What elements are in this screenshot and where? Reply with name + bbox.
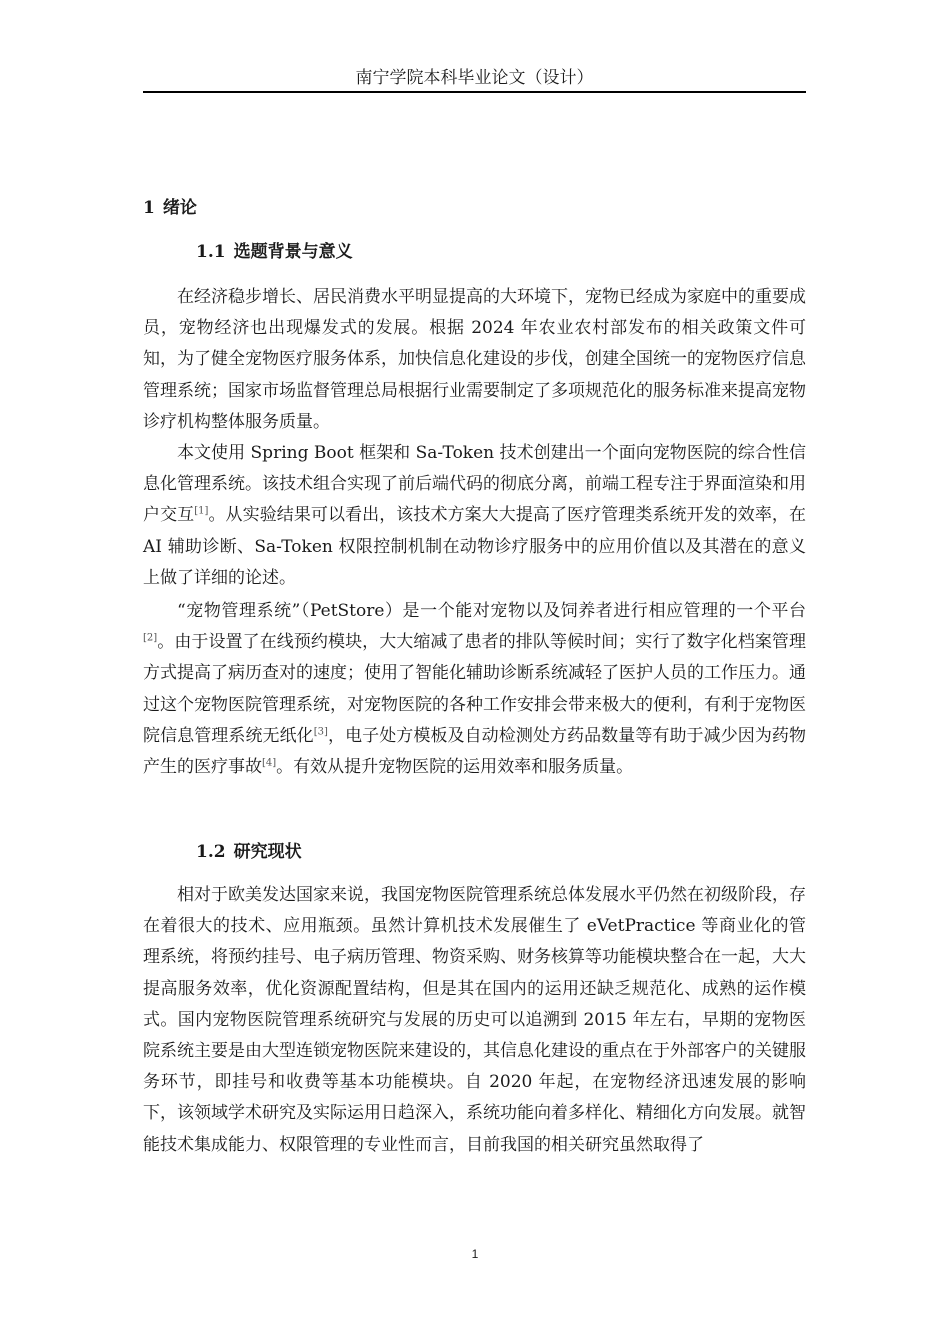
page-number: 1 [471, 1247, 479, 1261]
section-number: 1.1 [196, 242, 226, 262]
paragraph-research-status: 相对于欧美发达国家来说，我国宠物医院管理系统总体发展水平仍然在初级阶段，存在着很大的技术、应用瓶颈。虽然计算机技术发展催生了 eVetPractice 等商业化的管理系统，将预约挂号、电子病历管理、物资采购、财务核算等功能模块整合在一起，大大提高服务效率，优化资源配置结构，但是其在国内的运用还缺乏规范化、成熟的运作模式。国内宠物医院管理系统研究与发展的历史可以追溯到 2015 年左右，早期的宠物医院系统主要是由大型连锁宠物医院来建设的，其信息化建设的重点在于外部客户的关键服务环节，即挂号和收费等基本功能模块。自 2020 年起，在宠物经济迅速发展的影响下，该领域学术研究及实际运用日趋深入，系统功能向着多样化、精细化方向发展。就智能技术集成能力、权限管理的专业性而言，目前我国的相关研究虽然取得了 [143, 885, 806, 1155]
paragraph-text: 。由于设置了在线预约模块，大大缩减了患者的排队等候时间；实行了数字化档案管理方式提高了病历查对的速度；使用了智能化辅助诊断系统减轻了医护人员的工作压力。通过这个宠物医院管理系统，对宠物医院的各种工作安排会带来极大的便利，有利于宠物医院信息管理系统无纸化 [143, 632, 806, 746]
chapter-number: 1 [143, 198, 155, 218]
section-heading-1-1 [196, 240, 353, 264]
section-title: 研究现状 [233, 842, 302, 862]
section-heading-1-2 [196, 840, 302, 864]
paragraph-text: 。有效从提升宠物医院的运用效率和服务质量。 [276, 757, 634, 778]
section-number: 1.2 [196, 842, 226, 862]
citation-2[interactable]: [2] [143, 632, 158, 644]
section-title: 选题背景与意义 [233, 242, 353, 262]
chapter-heading [143, 196, 197, 220]
citation-3[interactable]: [3] [313, 726, 328, 738]
paragraph-petstore [143, 596, 806, 783]
chapter-title: 绪论 [162, 198, 197, 218]
paragraph-text: 本文使用 Spring Boot 框架和 Sa-Token 技术创建出一个面向宠物医院的综合性信息化管理系统。该技术组合实现了前后端代码的彻底分离，前端工程专注于界面渲染和用户交互 [143, 443, 806, 526]
paragraph-background: 在经济稳步增长、居民消费水平明显提高的大环境下，宠物已经成为家庭中的重要成员，宠物经济也出现爆发式的发展。根据 2024 年农业农村部发布的相关政策文件可知，为了健全宠物医疗服务体系，加快信息化建设的步伐，创建全国统一的宠物医疗信息管理系统；国家市场监督管理总局根据行业需要制定了多项规范化的服务标准来提高宠物诊疗机构整体服务质量。 [143, 287, 806, 432]
paragraph-text: ，电子处方模板及自动检测处方药品数量等有助于减少因为药物产生的医疗事故 [143, 725, 807, 778]
paragraph-text: “宠物管理系统”（PetStore）是一个能对宠物以及饲养者进行相应管理的一个平台 [177, 601, 806, 621]
paragraph-text: 。从实验结果可以看出，该技术方案大大提高了医疗管理类系统开发的效率，在 AI 辅助诊断、Sa-Token 权限控制机制在动物诊疗服务中的应用价值以及其潜在的意义上做了详细的论述。 [143, 505, 807, 588]
citation-1[interactable]: [1] [194, 505, 209, 517]
paragraph-system-overview [143, 438, 806, 594]
running-header: 南宁学院本科毕业论文（设计） [355, 68, 594, 88]
header-rule [143, 91, 806, 93]
citation-4[interactable]: [4] [262, 757, 277, 769]
